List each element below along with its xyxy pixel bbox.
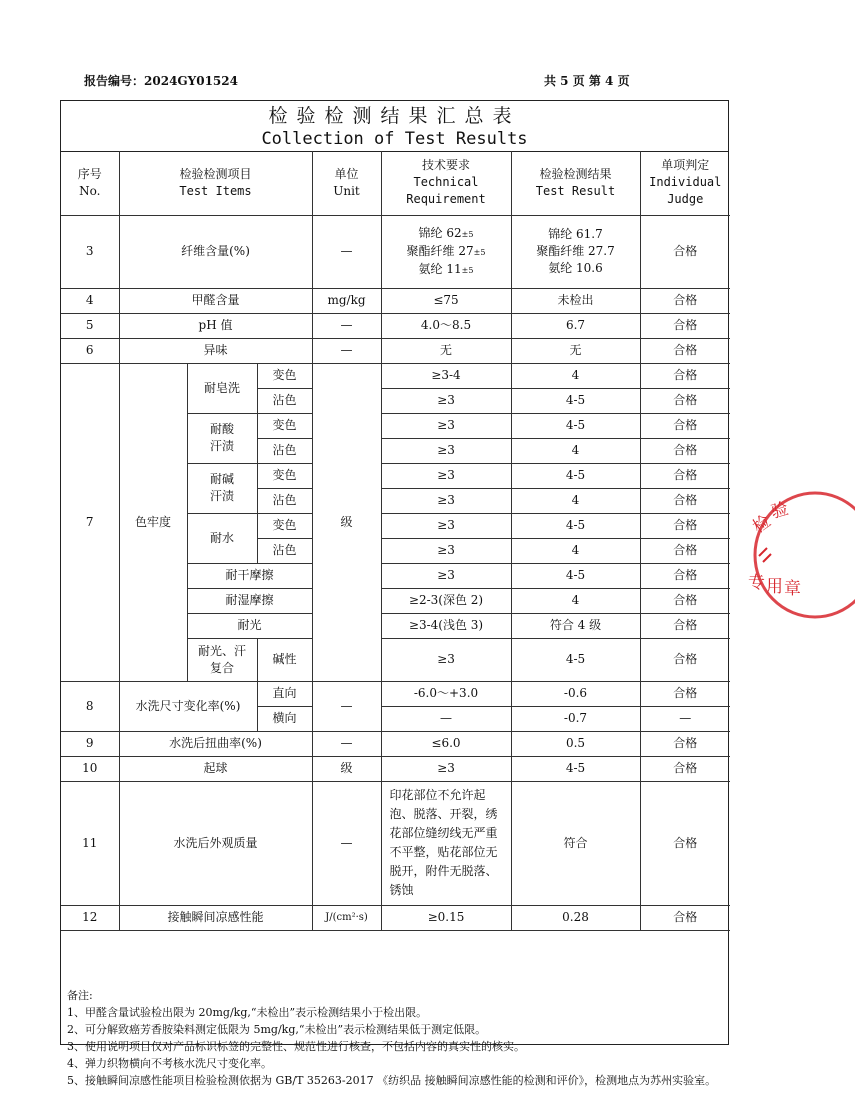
title-zh: 检验检测结果汇总表	[268, 105, 521, 127]
table-cell: 符合 4 级	[511, 613, 640, 638]
table-row	[61, 756, 730, 781]
table-cell: ≥3	[381, 638, 511, 681]
table-cell: 4-5	[511, 563, 640, 588]
table-cell: 合格	[640, 488, 730, 513]
title-en: Collection of Test Results	[261, 129, 528, 149]
report-number: 报告编号：2024GY01524	[84, 74, 238, 88]
table-cell: 合格	[640, 313, 730, 338]
table-cell: 沾色	[257, 538, 312, 563]
table-cell: —	[312, 681, 381, 731]
svg-text:用: 用	[766, 577, 783, 597]
table-cell: 合格	[640, 288, 730, 313]
table-cell: 耐光、汗 复合	[187, 638, 257, 681]
svg-text:专: 专	[748, 573, 765, 593]
table-cell: 4-5	[511, 513, 640, 538]
table-cell: 水洗尺寸变化率(%)	[119, 681, 257, 731]
table-cell: ≥3-4(浅色 3)	[381, 613, 511, 638]
svg-text:检: 检	[749, 511, 775, 538]
table-cell: 耐干摩擦	[187, 563, 312, 588]
table-cell: 合格	[640, 563, 730, 588]
col-judge: 单项判定 Individual Judge	[640, 151, 730, 215]
table-cell: 4	[511, 538, 640, 563]
fiber-requirement: 锦纶 62±5 聚酯纤维 27±5 氨纶 11±5	[381, 215, 511, 288]
table-row	[61, 781, 730, 905]
table-cell: 4	[511, 588, 640, 613]
table-cell: mg/kg	[312, 288, 381, 313]
table-cell: 合格	[640, 513, 730, 538]
table-cell: 4.0～8.5	[381, 313, 511, 338]
col-result: 检验检测结果 Test Result	[511, 151, 640, 215]
table-cell: ≤75	[381, 288, 511, 313]
table-cell: 4	[511, 363, 640, 388]
table-cell: 4-5	[511, 638, 640, 681]
page-info: 共 5 页 第 4 页	[544, 74, 630, 88]
svg-text:章: 章	[784, 579, 801, 599]
table-cell: ≥3	[381, 438, 511, 463]
table-cell: 耐酸 汗渍	[187, 413, 257, 463]
table-cell: 耐湿摩擦	[187, 588, 312, 613]
table-cell: 横向	[257, 706, 312, 731]
table-cell: 合格	[640, 781, 730, 905]
table-cell: ≥2-3(深色 2)	[381, 588, 511, 613]
table-cell: 合格	[640, 731, 730, 756]
table-cell: 符合	[511, 781, 640, 905]
table-cell: ≥3	[381, 513, 511, 538]
table-cell: 12	[61, 905, 119, 930]
table-cell: —	[381, 706, 511, 731]
table-row	[61, 681, 730, 706]
table-cell: 接触瞬间凉感性能	[119, 905, 312, 930]
table-cell: pH 值	[119, 313, 312, 338]
table-cell: 起球	[119, 756, 312, 781]
remark-line: 4、弹力织物横向不考核水洗尺寸变化率。	[67, 1057, 272, 1070]
table-cell: 无	[511, 338, 640, 363]
remarks	[67, 987, 722, 1089]
table-cell: 合格	[640, 438, 730, 463]
table-cell: —	[312, 781, 381, 905]
table-cell: J/(cm²·s)	[312, 905, 381, 930]
table-cell: 沾色	[257, 388, 312, 413]
table-row	[61, 288, 730, 313]
table-cell: 4-5	[511, 756, 640, 781]
table-cell: 8	[61, 681, 119, 731]
inspection-seal-stamp	[745, 488, 855, 623]
svg-text:验: 验	[768, 498, 791, 523]
table-cell: 变色	[257, 513, 312, 538]
table-cell: 合格	[640, 388, 730, 413]
remark-line: 2、可分解致癌芳香胺染料测定低限为 5mg/kg,“未检出”表示检测结果低于测定低限。	[67, 1023, 487, 1036]
table-row	[61, 363, 730, 388]
table-cell: 9	[61, 731, 119, 756]
table-cell: 合格	[640, 638, 730, 681]
table-cell: 变色	[257, 413, 312, 438]
table-cell: 水洗后扭曲率(%)	[119, 731, 312, 756]
table-cell: 合格	[640, 613, 730, 638]
table-cell: -0.6	[511, 681, 640, 706]
table-row	[61, 905, 730, 930]
header-row	[61, 151, 730, 215]
table-cell: —	[312, 215, 381, 288]
table-cell: 3	[61, 215, 119, 288]
table-cell: 合格	[640, 338, 730, 363]
table-cell: 甲醛含量	[119, 288, 312, 313]
table-cell: 无	[381, 338, 511, 363]
table-cell: 耐碱 汗渍	[187, 463, 257, 513]
table-cell: 级	[312, 363, 381, 681]
remark-line: 3、使用说明项目仅对产品标识标签的完整性、规范性进行核查，不包括内容的真实性的核实。	[67, 1040, 525, 1053]
table-cell: 直向	[257, 681, 312, 706]
table-cell: 6	[61, 338, 119, 363]
table-cell: —	[312, 338, 381, 363]
table-cell: 耐皂洗	[187, 363, 257, 413]
table-cell: 0.5	[511, 731, 640, 756]
table-cell: 未检出	[511, 288, 640, 313]
table-cell: —	[312, 731, 381, 756]
table-cell: 级	[312, 756, 381, 781]
table-cell: 变色	[257, 463, 312, 488]
results-table	[61, 151, 730, 931]
table-cell: 沾色	[257, 438, 312, 463]
remark-line: 5、接触瞬间凉感性能项目检验检测依据为 GB/T 35263-2017 《纺织品 接触瞬间凉感性能的检测和评价》，检测地点为苏州实验室。	[67, 1074, 717, 1087]
table-cell: 4-5	[511, 413, 640, 438]
col-item: 检验检测项目 Test Items	[119, 151, 312, 215]
col-no: 序号 No.	[61, 151, 119, 215]
table-cell: 水洗后外观质量	[119, 781, 312, 905]
table-cell: 合格	[640, 756, 730, 781]
table-cell: 合格	[640, 413, 730, 438]
table-cell: 碱性	[257, 638, 312, 681]
appearance-requirement: 印花部位不允许起 泡、脱落、开裂，绣 花部位缝纫线无严重 不平整，贴花部位无 脱开，附件无脱落、 锈蚀	[381, 781, 511, 905]
table-cell: 变色	[257, 363, 312, 388]
table-cell: 合格	[640, 363, 730, 388]
table-cell: 合格	[640, 538, 730, 563]
table-cell: ≥0.15	[381, 905, 511, 930]
table-cell: ≥3	[381, 388, 511, 413]
table-cell: ≥3	[381, 563, 511, 588]
table-cell: ≥3	[381, 463, 511, 488]
table-cell: 6.7	[511, 313, 640, 338]
table-row	[61, 338, 730, 363]
table-cell: 色牢度	[119, 363, 187, 681]
table-cell: —	[312, 313, 381, 338]
table-cell: 4	[511, 438, 640, 463]
table-row	[61, 215, 730, 288]
table-cell: 沾色	[257, 488, 312, 513]
table-cell: 4-5	[511, 463, 640, 488]
table-cell: 0.28	[511, 905, 640, 930]
table-cell: 纤维含量(%)	[119, 215, 312, 288]
table-cell: 合格	[640, 588, 730, 613]
table-cell: 4-5	[511, 388, 640, 413]
table-row	[61, 731, 730, 756]
table-cell: 耐水	[187, 513, 257, 563]
table-cell: —	[640, 706, 730, 731]
table-cell: 5	[61, 313, 119, 338]
table-cell: 耐光	[187, 613, 312, 638]
table-cell: -0.7	[511, 706, 640, 731]
table-cell: 4	[511, 488, 640, 513]
table-cell: 合格	[640, 463, 730, 488]
table-cell: 合格	[640, 905, 730, 930]
col-req: 技术要求 Technical Requirement	[381, 151, 511, 215]
table-cell: 合格	[640, 215, 730, 288]
table-cell: 异味	[119, 338, 312, 363]
table-cell: -6.0～+3.0	[381, 681, 511, 706]
table-cell: 7	[61, 363, 119, 681]
table-cell: ≥3	[381, 413, 511, 438]
table-cell: 合格	[640, 681, 730, 706]
remarks-heading: 备注:	[67, 989, 93, 1002]
table-cell: ≥3	[381, 488, 511, 513]
table-cell: ≥3	[381, 538, 511, 563]
table-cell: ≤6.0	[381, 731, 511, 756]
table-cell: ≥3	[381, 756, 511, 781]
remark-line: 1、甲醛含量试验检出限为 20mg/kg,“未检出”表示检测结果小于检出限。	[67, 1006, 428, 1019]
table-title	[61, 101, 728, 152]
table-cell: 11	[61, 781, 119, 905]
col-unit: 单位 Unit	[312, 151, 381, 215]
table-cell: 4	[61, 288, 119, 313]
fiber-result: 锦纶 61.7 聚酯纤维 27.7 氨纶 10.6	[511, 215, 640, 288]
table-cell: ≥3-4	[381, 363, 511, 388]
table-row	[61, 313, 730, 338]
table-cell: 10	[61, 756, 119, 781]
results-table-frame	[60, 100, 729, 1087]
